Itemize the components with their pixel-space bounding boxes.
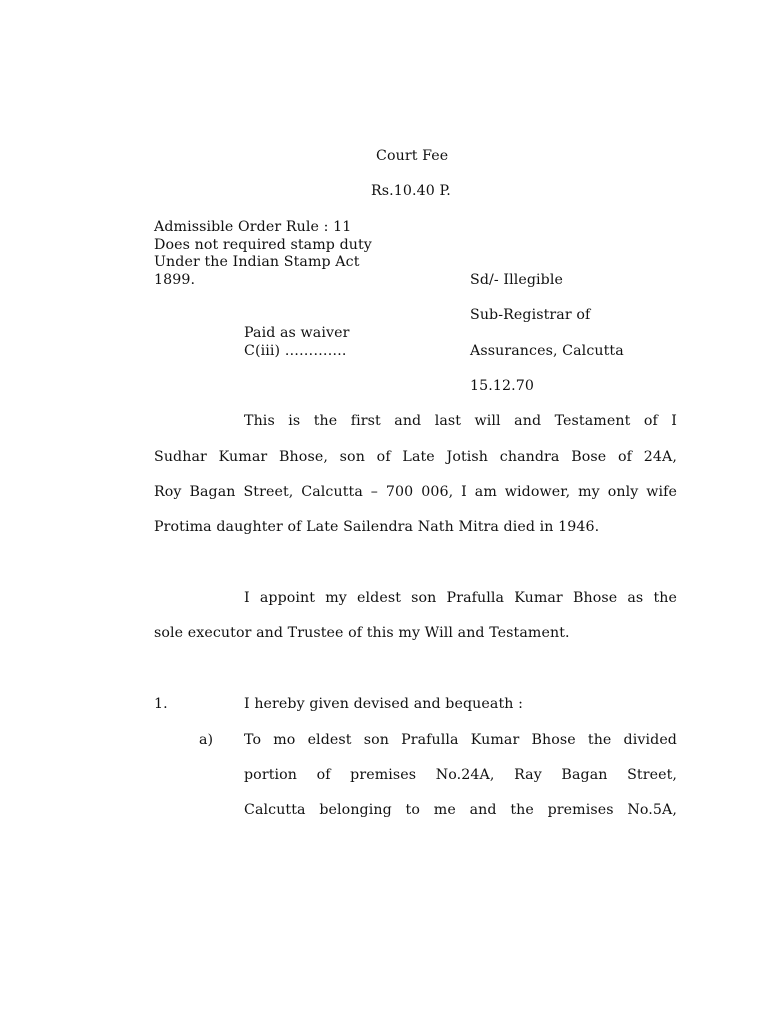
signature-line: Sd/- Illegible (470, 272, 563, 288)
para1-line-3: Roy Bagan Street, Calcutta – 700 006, I am widower, my only wife (154, 484, 677, 500)
waiver-line-1: Paid as waiver (244, 325, 350, 341)
subclause-line-3: Calcutta belonging to me and the premises No.5A, (244, 802, 677, 818)
endorsement-line-4: 1899. (154, 272, 196, 288)
clause-text: I hereby given devised and bequeath : (244, 696, 523, 712)
endorsement-line-3: Under the Indian Stamp Act (154, 254, 360, 270)
para2-line-1: I appoint my eldest son Prafulla Kumar Bhose as the (244, 590, 677, 606)
para1-line-2: Sudhar Kumar Bhose, son of Late Jotish chandra Bose of 24A, (154, 449, 677, 465)
registration-date: 15.12.70 (470, 378, 534, 394)
fee-amount: Rs.10.40 P. (371, 183, 451, 199)
endorsement-line-2: Does not required stamp duty (154, 237, 372, 253)
para1-line-1: This is the first and last will and Testament of I (244, 413, 677, 429)
para2-line-2: sole executor and Trustee of this my Will and Testament. (154, 625, 570, 641)
registrar-line-2: Assurances, Calcutta (470, 343, 624, 359)
subclause-label: a) (199, 732, 214, 748)
court-fee-heading: Court Fee (376, 148, 449, 164)
registrar-line-1: Sub-Registrar of (470, 307, 591, 323)
waiver-line-2: C(iii) …………. (244, 343, 347, 359)
para1-line-4: Protima daughter of Late Sailendra Nath Mitra died in 1946. (154, 519, 600, 535)
endorsement-line-1: Admissible Order Rule : 11 (154, 219, 352, 235)
clause-number: 1. (154, 696, 168, 712)
subclause-line-2: portion of premises No.24A, Ray Bagan Street, (244, 767, 677, 783)
subclause-line-1: To mo eldest son Prafulla Kumar Bhose the divided (244, 732, 677, 748)
